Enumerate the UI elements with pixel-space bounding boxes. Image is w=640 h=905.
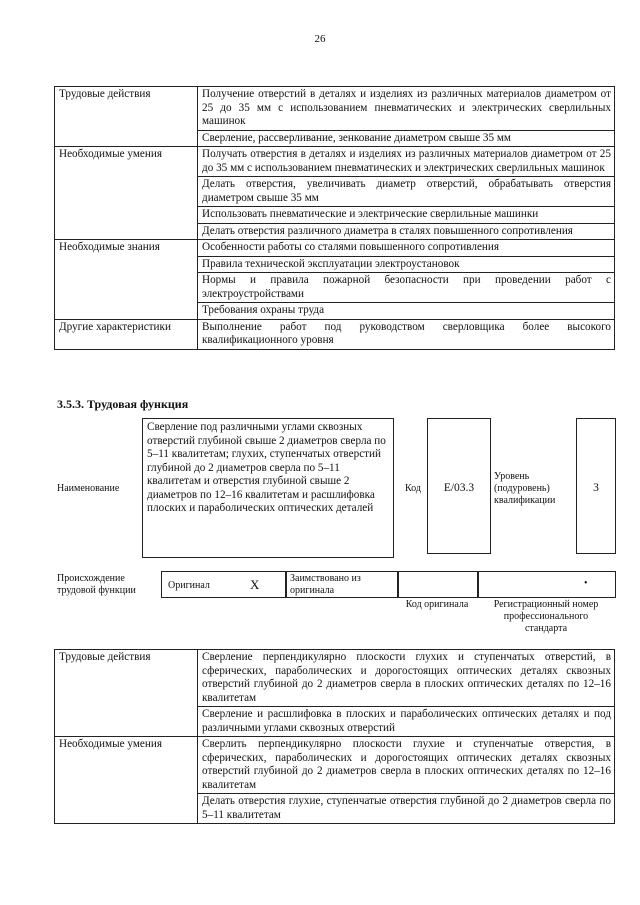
table-row — [55, 87, 615, 131]
table-cell: Требования охраны труда — [198, 303, 615, 320]
row-label: Необходимые знания — [55, 240, 198, 320]
row-label: Трудовые действия — [55, 87, 198, 147]
borrowed-label: Заимствовано из оригинала — [290, 573, 361, 596]
table-row — [55, 240, 615, 257]
code-value: E/03.3 — [443, 482, 475, 494]
table-row — [55, 650, 615, 707]
table-cell: Делать отверстия глухие, ступенчатые отверстия глубиной до 2 диаметров сверла по 5–11 квалитетам — [198, 794, 615, 824]
table-row — [55, 319, 615, 349]
table-cell: Сверление перпендикулярно плоскости глухих и ступенчатых отверстий, в сферических, параболических и дорогостоящих оптических деталях сквозных отверстий глубиной до 2 диаметров сверла в плоских оптических деталях по 12–16 квалитетам — [198, 650, 615, 707]
function-name-box: Сверление под различными углами сквозных отверстий глубиной свыше 2 диаметров сверла по 5–11 квалитетам; глухих, ступенчатых отверстий глубиной до 2 диаметров сверла по 5–11 квалитетам и отверстия глубиной свыше 2 диаметров по 12–16 квалитетам и расшлифовка плоских и параболических оптических деталей — [142, 418, 394, 558]
table-cell: Правила технической эксплуатации электроустановок — [198, 256, 615, 273]
borrowed-cell — [285, 571, 399, 598]
row-label: Трудовые действия — [55, 650, 198, 737]
original-mark: X — [250, 577, 260, 592]
table-row — [55, 147, 615, 177]
table-cell: Использовать пневматические и электрические сверлильные машинки — [198, 207, 615, 224]
level-box — [576, 418, 616, 554]
table-cell: Особенности работы со сталями повышенного сопротивления — [198, 240, 615, 257]
table-cell: Выполнение работ под руководством сверловщика более высокого квалификационного уровня — [198, 319, 615, 349]
original-cell — [161, 571, 287, 598]
code-original-caption: Код оригинала — [405, 599, 469, 610]
competency-table-1 — [54, 86, 615, 350]
row-label: Другие характеристики — [55, 319, 198, 349]
competency-table-2 — [54, 649, 615, 824]
table-cell: Получать отверстия в деталях и изделиях из различных материалов диаметром от 25 до 35 мм с использованием пневматических и электрических сверлильных машинок — [198, 147, 615, 177]
table-cell: Делать отверстия различного диаметра в сталях повышенного сопротивления — [198, 223, 615, 240]
dot-mark: • — [584, 578, 588, 589]
table-cell: Сверление и расшлифовка в плоских и параболических оптических деталях и под различными углами сквозных отверстий — [198, 707, 615, 737]
origin-label: Происхождение трудовой функции — [57, 573, 136, 596]
table-cell: Сверление, рассверливание, зенкование диаметром свыше 35 мм — [198, 130, 615, 147]
code-original-cell — [397, 571, 479, 598]
name-label: Наименование — [57, 483, 120, 494]
reg-number-caption: Регистрационный номер профессионального стандарта — [493, 599, 599, 634]
code-label: Код — [405, 483, 421, 494]
table-cell: Делать отверстия, увеличивать диаметр отверстий, обрабатывать отверстия диаметром свыше 35 мм — [198, 177, 615, 207]
reg-number-cell — [477, 571, 616, 598]
table-cell: Получение отверстий в деталях и изделиях из различных материалов диаметром от 25 до 35 мм с использованием пневматических и электрических сверлильных машинок — [198, 87, 615, 131]
code-box — [427, 418, 491, 554]
original-label: Оригинал — [168, 580, 210, 591]
section-title: 3.5.3. Трудовая функция — [57, 397, 189, 411]
table-cell: Нормы и правила пожарной безопасности при проведении работ с электроустройствами — [198, 273, 615, 303]
row-label: Необходимые умения — [55, 147, 198, 240]
level-label: Уровень (подуровень) квалификации — [494, 471, 556, 506]
row-label: Необходимые умения — [55, 737, 198, 824]
table-row — [55, 737, 615, 794]
table-cell: Сверлить перпендикулярно плоскости глухие и ступенчатые отверстия, в сферических, параболических и дорогостоящих оптических деталях сквозных отверстий глубиной до 2 диаметров сверла в плоских оптических деталях по 12–16 квалитетам — [198, 737, 615, 794]
level-value: 3 — [593, 482, 599, 494]
page-number: 26 — [314, 33, 326, 45]
